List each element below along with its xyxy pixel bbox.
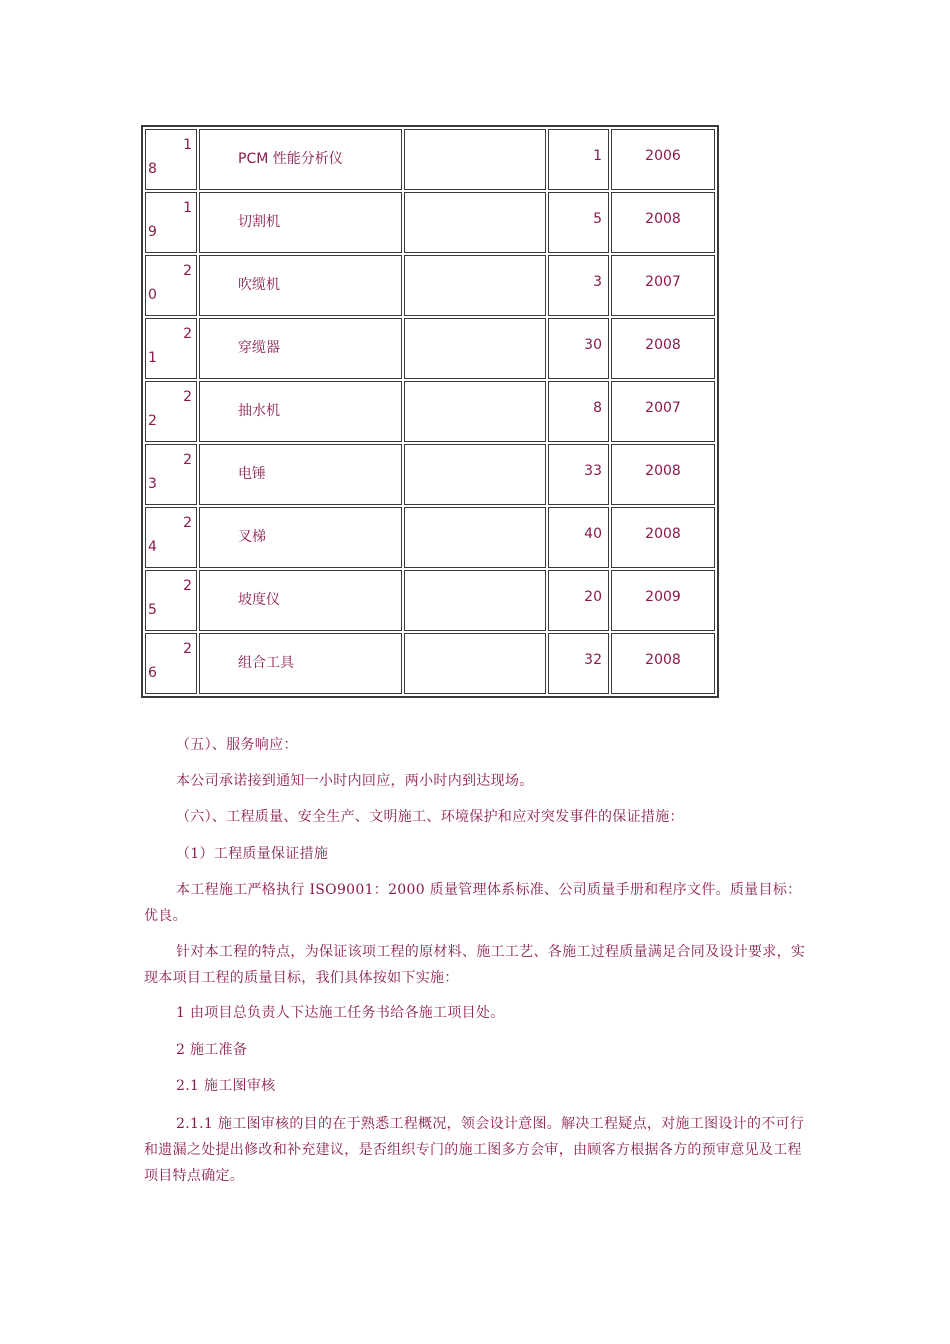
row-number-cell	[145, 507, 197, 568]
quantity-cell	[548, 507, 609, 568]
row-number-bottom: 8	[148, 161, 157, 177]
year: 2009	[645, 589, 681, 605]
table-row	[145, 570, 715, 631]
equipment-name-cell	[199, 129, 402, 190]
year: 2008	[645, 526, 681, 542]
step-2-1-heading: 2.1 施工图审核	[176, 1078, 276, 1094]
equipment-name-cell	[199, 633, 402, 694]
table-row	[145, 129, 715, 190]
quantity: 33	[584, 463, 602, 479]
year-cell	[611, 570, 715, 631]
row-number-bottom: 4	[148, 539, 157, 555]
row-number-top: 2	[183, 389, 192, 405]
equipment-spec-cell	[404, 381, 546, 442]
equipment-name-cell	[199, 192, 402, 253]
quantity-cell	[548, 318, 609, 379]
equipment-name: 电锤	[238, 466, 266, 482]
row-number-bottom: 6	[148, 665, 157, 681]
year-cell	[611, 444, 715, 505]
year: 2008	[645, 337, 681, 353]
equipment-spec-cell	[404, 444, 546, 505]
equipment-spec-cell	[404, 570, 546, 631]
row-number-top: 2	[183, 452, 192, 468]
equipment-table	[141, 125, 719, 698]
row-number-cell	[145, 318, 197, 379]
year-cell	[611, 381, 715, 442]
row-number-cell	[145, 192, 197, 253]
quantity: 1	[593, 148, 602, 164]
service-response-text: 本公司承诺接到通知一小时内回应，两小时内到达现场。	[176, 773, 534, 789]
equipment-name-cell	[199, 255, 402, 316]
row-number-bottom: 0	[148, 287, 157, 303]
quality-standard-text: 本工程施工严格执行 ISO9001：2000 质量管理体系标准、公司质量手册和程序文件。质量目标：优良。	[144, 882, 802, 924]
row-number-bottom: 5	[148, 602, 157, 618]
table-row	[145, 255, 715, 316]
equipment-name-cell	[199, 318, 402, 379]
quantity-cell	[548, 570, 609, 631]
quantity-cell	[548, 444, 609, 505]
equipment-spec-cell	[404, 192, 546, 253]
equipment-name: 叉梯	[238, 529, 266, 545]
quantity: 30	[584, 337, 602, 353]
equipment-spec-cell	[404, 255, 546, 316]
row-number-bottom: 9	[148, 224, 157, 240]
table-row	[145, 633, 715, 694]
equipment-spec-cell	[404, 633, 546, 694]
quantity: 20	[584, 589, 602, 605]
row-number-bottom: 2	[148, 413, 157, 429]
quantity: 3	[593, 274, 602, 290]
year: 2008	[645, 463, 681, 479]
quality-measures-heading: （1）工程质量保证措施	[176, 846, 329, 862]
row-number-bottom: 3	[148, 476, 157, 492]
year: 2007	[645, 400, 681, 416]
step-2-1-1-text: 2.1.1 施工图审核的目的在于熟悉工程概况，领会设计意图。解决工程疑点，对施工图设计的不可行和遗漏之处提出修改和补充建议，是否组织专门的施工图多方会审，由顾客方根据各方的预审意见及工程项目特点确定。	[144, 1116, 805, 1184]
year-cell	[611, 192, 715, 253]
row-number-cell	[145, 444, 197, 505]
equipment-name: 抽水机	[238, 403, 280, 419]
section-6-heading: （六）、工程质量、安全生产、文明施工、环境保护和应对突发事件的保证措施：	[176, 809, 684, 825]
equipment-name-cell	[199, 507, 402, 568]
quantity: 5	[593, 211, 602, 227]
row-number-cell	[145, 570, 197, 631]
table-row	[145, 318, 715, 379]
year-cell	[611, 255, 715, 316]
quantity-cell	[548, 381, 609, 442]
equipment-name-cell	[199, 570, 402, 631]
equipment-name-cell	[199, 381, 402, 442]
quantity-cell	[548, 255, 609, 316]
row-number-top: 2	[183, 641, 192, 657]
year: 2006	[645, 148, 681, 164]
year-cell	[611, 129, 715, 190]
quantity: 32	[584, 652, 602, 668]
row-number-top: 2	[183, 263, 192, 279]
table-row	[145, 507, 715, 568]
section-5-heading: （五）、服务响应：	[176, 737, 298, 753]
year-cell	[611, 633, 715, 694]
equipment-spec-cell	[404, 507, 546, 568]
row-number-cell	[145, 129, 197, 190]
equipment-name: 切割机	[238, 214, 280, 230]
year: 2008	[645, 652, 681, 668]
row-number-bottom: 1	[148, 350, 157, 366]
equipment-name: 组合工具	[238, 655, 294, 671]
row-number-top: 2	[183, 578, 192, 594]
row-number-top: 1	[183, 200, 192, 216]
quantity: 8	[593, 400, 602, 416]
equipment-name: 吹缆机	[238, 277, 280, 293]
row-number-cell	[145, 633, 197, 694]
equipment-name: 穿缆器	[238, 340, 280, 356]
quality-goal-text: 针对本工程的特点，为保证该项工程的原材料、施工工艺、各施工过程质量满足合同及设计要求，实现本项目工程的质量目标，我们具体按如下实施：	[144, 944, 806, 986]
year: 2007	[645, 274, 681, 290]
quantity-cell	[548, 129, 609, 190]
quantity-cell	[548, 192, 609, 253]
row-number-top: 1	[183, 137, 192, 153]
quantity: 40	[584, 526, 602, 542]
table-row	[145, 381, 715, 442]
equipment-table-body	[145, 129, 715, 694]
equipment-spec-cell	[404, 318, 546, 379]
year: 2008	[645, 211, 681, 227]
step-1-text: 1 由项目总负责人下达施工任务书给各施工项目处。	[176, 1005, 505, 1021]
year-cell	[611, 507, 715, 568]
table-row	[145, 444, 715, 505]
row-number-cell	[145, 255, 197, 316]
step-2-heading: 2 施工准备	[176, 1042, 248, 1058]
quantity-cell	[548, 633, 609, 694]
equipment-name: PCM 性能分析仪	[238, 151, 343, 167]
row-number-cell	[145, 381, 197, 442]
equipment-name: 坡度仪	[238, 592, 280, 608]
table-row	[145, 192, 715, 253]
row-number-top: 2	[183, 326, 192, 342]
equipment-name-cell	[199, 444, 402, 505]
year-cell	[611, 318, 715, 379]
row-number-top: 2	[183, 515, 192, 531]
equipment-spec-cell	[404, 129, 546, 190]
